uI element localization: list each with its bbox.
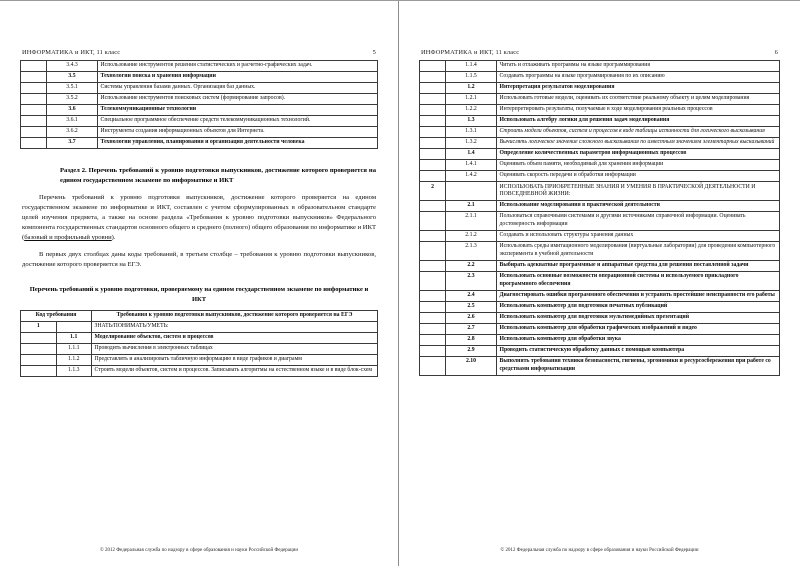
cell-code-level2: 2.10 [446,357,497,376]
cell-code-level1 [420,357,446,376]
cell-requirement-text: Использование инструментов поисковых систем (формирование запросов). [98,93,378,104]
table-row [420,171,780,182]
page-right [399,1,800,566]
cell-code-level1 [420,312,446,323]
cell-requirement-text: Проводить вычисления в электронных таблицах [92,344,378,355]
table-header-group [21,310,378,321]
cell-requirement-text: Инструменты создания информационных объектов для Интернета. [98,126,378,137]
table-row [420,71,780,82]
cell-requirement-text: Создавать программы на языке программирования по их описанию [497,71,780,82]
table-row [21,82,378,93]
cell-code-level2: 1.4.1 [446,160,497,171]
cell-code-level1 [420,171,446,182]
table-row [420,115,780,126]
table-requirements-right [419,60,780,376]
table-row [21,126,378,137]
cell-requirement-text: ЗНАТЬ/ПОНИМАТЬ/УМЕТЬ: [92,321,378,332]
cell-code-level2: 2.1.2 [446,231,497,242]
cell-code-level1 [420,271,446,290]
table-row [21,138,378,149]
table-row [420,212,780,231]
table-row [420,301,780,312]
paragraph-columns-explanation: В первых двух столбцах даны коды требований, в третьем столбце – требования к уровню подготовки выпускников, достижение которого проверяется на ЕГЭ. [22,251,376,269]
cell-requirement-text: Выбирать адекватные программные и аппаратные средства для решения поставленной задачи [497,260,780,271]
cell-code-level1: 2 [420,182,446,201]
table-row [420,82,780,93]
cell-code-level2: 2.2 [446,260,497,271]
cell-code-level1 [21,104,47,115]
cell-code-level2 [446,182,497,201]
cell-requirement-text: Строить модели объектов, систем и процессов. Записывать алгоритмы на естественном языке и в виде блок-схем [92,366,378,377]
cell-code-level2: 3.6 [47,104,98,115]
cell-code-level1 [420,212,446,231]
cell-code-level1: 1 [21,321,57,332]
table-row [420,126,780,137]
page-header-right [419,49,780,56]
table-row [420,357,780,376]
cell-code-level2: 3.5.1 [47,82,98,93]
table-requirements-left [20,310,378,377]
page-footer-right: © 2012 Федеральная служба по надзору в сфере образования и науки Российской Федерации [500,548,699,553]
cell-requirement-text: Использовать компьютер для обработки графических изображений и видео [497,323,780,334]
cell-code-level1 [420,138,446,149]
table-row [420,182,780,201]
cell-code-level2: 2.5 [446,301,497,312]
cell-code-level1 [420,301,446,312]
cell-code-level1 [420,149,446,160]
cell-code-level1 [21,138,47,149]
header-cell-requirements: Требования к уровню подготовки выпускников, достижение которого проверяется на ЕГЭ [92,310,378,321]
cell-requirement-text: Использовать среды имитационного моделирования (виртуальные лаборатории) для проведения компьютерного эксперимента в учебной деятельности [497,242,780,261]
cell-code-level2 [56,321,92,332]
cell-requirement-text: Вычислять логическое значение сложного высказывания по известным значениям элементарных высказываний [497,138,780,149]
cell-requirement-text: Использовать основные возможности операционной системы и используемого прикладного программного обеспечения [497,271,780,290]
paragraph-1-part-b: ). [111,234,116,242]
cell-code-level1 [21,115,47,126]
section-heading: Раздел 2. Перечень требований к уровню подготовки выпускников, достижение которого проверяется на едином государственном экзамене по информатике и ИКТ [60,167,376,185]
cell-code-level1 [420,160,446,171]
page-header-title: ИНФОРМАТИКА и ИКТ, 11 класс [22,49,121,56]
table-row [420,290,780,301]
cell-requirement-text: Использовать компьютер для подготовки мультимедийных презентаций [497,312,780,323]
table-row [420,271,780,290]
cell-code-level2: 1.3 [446,115,497,126]
cell-code-level2: 1.2 [446,82,497,93]
cell-code-level1 [420,126,446,137]
table-center-heading: Перечень требований к уровню подготовки, проверяемому на едином государственном экзамене по информатике и ИКТ [29,286,369,303]
cell-code-level2: 1.1.4 [446,60,497,71]
table-row [21,321,378,332]
cell-code-level2: 1.2.1 [446,93,497,104]
table-row [420,160,780,171]
cell-requirement-text: Моделирование объектов, систем и процессов [92,333,378,344]
cell-code-level2: 2.1.3 [446,242,497,261]
cell-requirement-text: Использовать готовые модели, оценивать их соответствие реальному объекту и целям моделирования [497,93,780,104]
cell-code-level1 [21,82,47,93]
cell-code-level2: 2.6 [446,312,497,323]
table-row [420,260,780,271]
cell-requirement-text: Технологии поиска и хранения информации [98,71,378,82]
cell-requirement-text: Интерпретация результатов моделирования [497,82,780,93]
cell-code-level1 [21,344,57,355]
cell-code-level2: 3.7 [47,138,98,149]
cell-requirement-text: Читать и отлаживать программы на языке программирования [497,60,780,71]
cell-requirement-text: Выполнять требования техники безопасности, гигиены, эргономики и ресурсосбережения при работе со средствами информатизации [497,357,780,376]
cell-code-level1 [420,335,446,346]
cell-code-level2: 2.7 [446,323,497,334]
cell-code-level1 [420,104,446,115]
table-row [420,149,780,160]
table-row [420,312,780,323]
table-row [420,323,780,334]
cell-code-level1 [420,242,446,261]
cell-requirement-text: Системы управления базами данных. Организация баз данных. [98,82,378,93]
page-header-title: ИНФОРМАТИКА и ИКТ, 11 класс [421,49,520,56]
cell-code-level1 [21,355,57,366]
cell-code-level2: 2.9 [446,346,497,357]
cell-code-level2: 1.1.1 [56,344,92,355]
table-row [21,60,378,71]
cell-requirement-text: Технологии управления, планирования и организация деятельности человека [98,138,378,149]
cell-code-level2: 2.8 [446,335,497,346]
table-row [420,201,780,212]
page-header-left [20,49,378,56]
cell-requirement-text: Определение количественных параметров информационных процессов [497,149,780,160]
table-row [420,93,780,104]
cell-code-level1 [21,126,47,137]
page-left [0,1,399,566]
table-row [420,242,780,261]
table-row [420,138,780,149]
cell-code-level1 [420,231,446,242]
table-row [420,231,780,242]
cell-requirement-text: Использовать алгебру логики для решения задач моделирования [497,115,780,126]
cell-requirement-text: Диагностировать ошибки программного обеспечения и устранять простейшие неисправности его работы [497,290,780,301]
cell-code-level2: 1.1.3 [56,366,92,377]
table-row [21,115,378,126]
table-row [21,333,378,344]
paragraph-1-part-a: Перечень требований к уровню подготовки выпускников, достижение которого проверяется на едином государственном экзамене по информатике и ИКТ, составлен с учетом сформулированных в образовательном стандарте целей изучения предмета, а также на основе раздела «Требования к уровню подготовки выпускников» Федерального компонента государственных стандартов основного общего и среднего (полного) общего образования по информатике и ИКТ ( [22,193,376,242]
cell-code-level2: 2.1 [446,201,497,212]
cell-requirement-text: ИСПОЛЬЗОВАТЬ ПРИОБРЕТЕННЫЕ ЗНАНИЯ И УМЕНИЯ В ПРАКТИЧЕСКОЙ ДЕЯТЕЛЬНОСТИ И ПОВСЕДНЕВНОЙ ЖИЗНИ: [497,182,780,201]
cell-requirement-text: Использовать компьютер для подготовки печатных публикаций [497,301,780,312]
cell-code-level2: 1.1 [56,333,92,344]
cell-code-level2: 1.4 [446,149,497,160]
cell-code-level2: 1.3.2 [446,138,497,149]
cell-requirement-text: Использование инструментов решения статистических и расчетно-графических задач. [98,60,378,71]
cell-requirement-text: Представлять и анализировать табличную информацию в виде графиков и диаграмм [92,355,378,366]
cell-requirement-text: Оценивать объем памяти, необходимый для хранения информации [497,160,780,171]
cell-code-level1 [420,115,446,126]
cell-code-level1 [420,82,446,93]
cell-code-level2: 2.3 [446,271,497,290]
cell-code-level1 [420,260,446,271]
table-row [21,344,378,355]
cell-code-level1 [21,60,47,71]
table-row [21,366,378,377]
paragraph-requirements-intro [20,193,378,243]
cell-requirement-text: Телекоммуникационные технологии [98,104,378,115]
cell-requirement-text: Использовать компьютер для обработки звука [497,335,780,346]
cell-code-level2: 3.6.1 [47,115,98,126]
table-header-row [21,310,378,321]
cell-requirement-text: Проводить статистическую обработку данных с помощью компьютера [497,346,780,357]
table-row [420,346,780,357]
cell-code-level2: 1.3.1 [446,126,497,137]
table-row [420,60,780,71]
header-cell-code: Код требования [21,310,92,321]
cell-code-level1 [420,201,446,212]
cell-code-level2: 3.4.3 [47,60,98,71]
cell-code-level2: 1.1.2 [56,355,92,366]
cell-code-level1 [420,290,446,301]
cell-code-level1 [21,93,47,104]
cell-code-level1 [420,71,446,82]
cell-code-level2: 1.2.2 [446,104,497,115]
cell-code-level2: 3.6.2 [47,126,98,137]
page-number-right: 6 [774,49,778,56]
cell-requirement-text: Использование моделирования в практической деятельности [497,201,780,212]
cell-code-level1 [420,346,446,357]
page-number-left: 5 [372,49,376,56]
table-row [21,93,378,104]
cell-code-level2: 3.5.2 [47,93,98,104]
table-row [21,355,378,366]
cell-code-level1 [420,323,446,334]
table-row [420,104,780,115]
table-row [420,335,780,346]
cell-code-level2: 2.4 [446,290,497,301]
table-row [21,71,378,82]
page-footer-left: © 2012 Федеральная служба по надзору в сфере образования и науки Российской Федерации [99,548,299,553]
cell-code-level2: 1.4.2 [446,171,497,182]
cell-code-level2: 2.1.1 [446,212,497,231]
paragraph-1-underlined: базовый и профильный уровни [24,234,112,242]
cell-code-level1 [420,60,446,71]
cell-code-level2: 3.5 [47,71,98,82]
cell-requirement-text: Оценивать скорость передачи и обработки информации [497,171,780,182]
cell-requirement-text: Строить модели объектов, систем и процессов в виде таблицы истинности для логического высказывания [497,126,780,137]
cell-requirement-text: Специальное программное обеспечение средств телекоммуникационных технологий. [98,115,378,126]
cell-requirement-text: Пользоваться справочными системами и другими источниками справочной информации. Оценивать достоверность информации [497,212,780,231]
cell-requirement-text: Интерпретировать результаты, получаемые в ходе моделирования реальных процессов [497,104,780,115]
cell-code-level1 [21,71,47,82]
cell-code-level2: 1.1.5 [446,71,497,82]
cell-code-level1 [21,366,57,377]
cell-code-level1 [21,333,57,344]
table-content-codes [20,60,378,150]
cell-requirement-text: Создавать и использовать структуры хранения данных [497,231,780,242]
table-row [21,104,378,115]
cell-code-level1 [420,93,446,104]
